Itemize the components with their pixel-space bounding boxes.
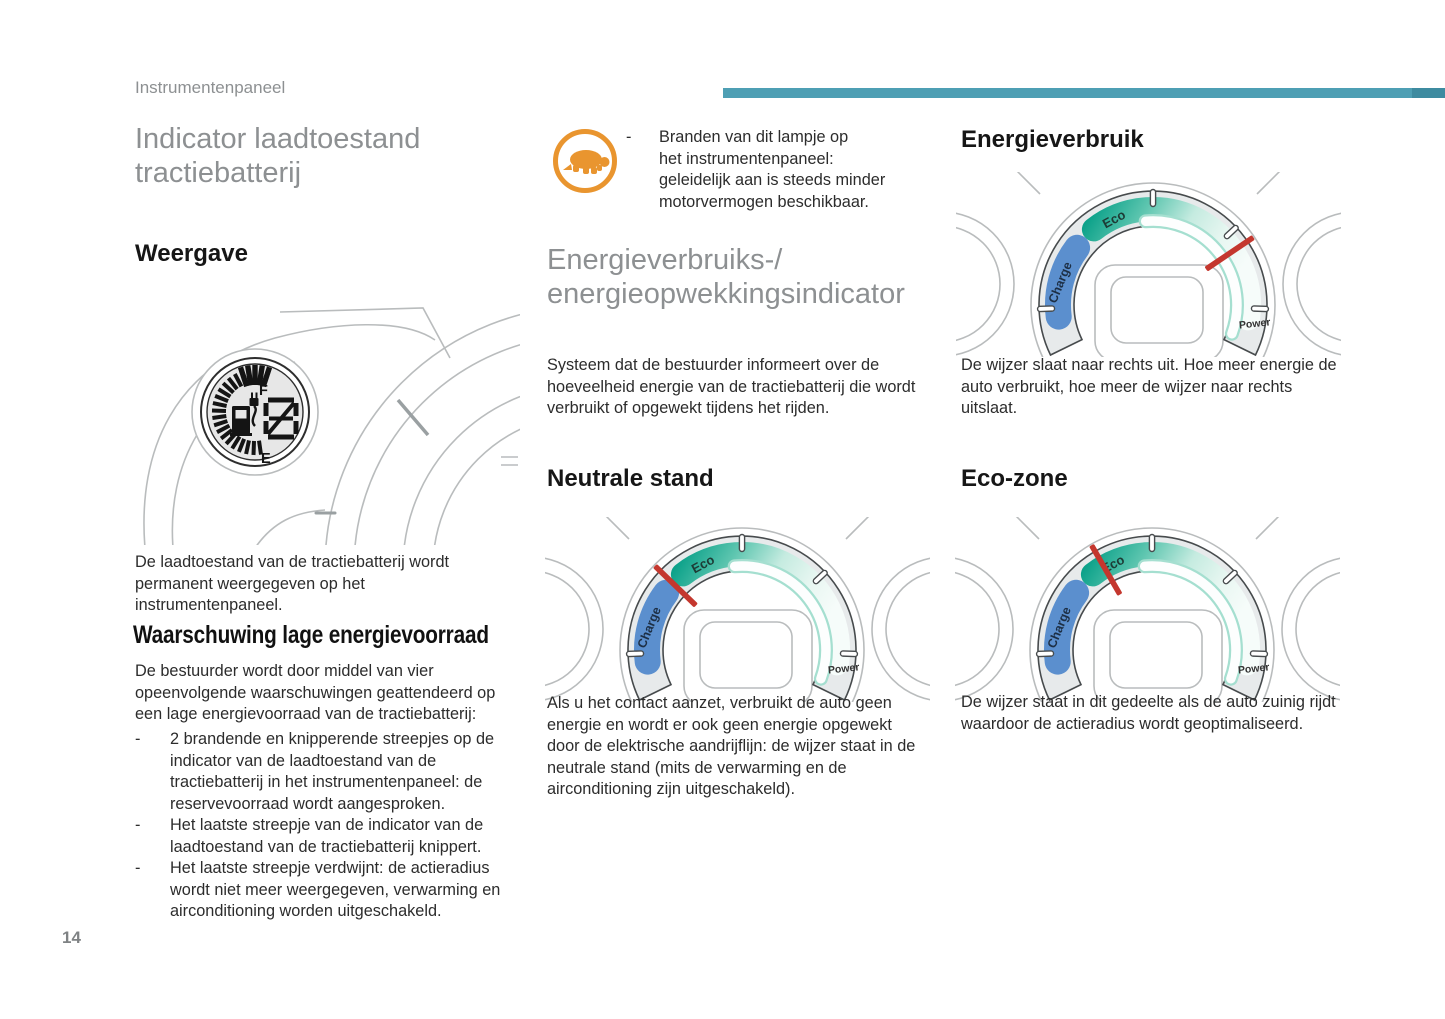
page-header: Instrumentenpaneel	[135, 78, 286, 97]
display-heading: Weergave	[135, 240, 248, 267]
eco-zone-heading: Eco-zone	[961, 465, 1068, 492]
neutral-heading: Neutrale stand	[547, 465, 714, 492]
neutral-gauge-figure	[545, 517, 930, 702]
warning-heading-wrap	[133, 621, 562, 650]
note-line: motorvermogen beschikbaar.	[659, 192, 869, 211]
warning-heading: Waarschuwing lage energievoorraad	[133, 621, 489, 649]
warning-list	[135, 729, 521, 923]
list-item	[135, 729, 521, 815]
note-line: Branden van dit lampje op	[659, 128, 849, 146]
energy-indicator-intro: Systeem dat de bestuurder informeert over de hoeveelheid energie van de tractiebatterij die wordt verbruikt of opgewekt tijdens het rijden.	[547, 356, 916, 417]
display-paragraph: De laadtoestand van de tractiebatterij wordt permanent weergegeven op het instrumentenpaneel.	[135, 553, 450, 614]
page-number: 14	[62, 928, 81, 947]
accent-bar	[723, 88, 1412, 98]
list-item-text: Het laatste streepje verdwijnt: de actieradius wordt niet meer weergegeven, verwarming en airconditioning worden uitgeschakeld.	[170, 859, 501, 920]
turtle-icon	[550, 126, 620, 196]
list-item	[135, 815, 521, 858]
eco-zone-paragraph: De wijzer staat in dit gedeelte als de auto zuinig rijdt waardoor de actieradius wordt geoptimaliseerd.	[961, 693, 1336, 733]
turtle-note	[659, 127, 921, 213]
section-title-energy-indicator	[547, 243, 947, 311]
full-label: F	[259, 383, 268, 399]
list-marker: -	[135, 816, 141, 834]
consumption-heading: Energieverbruik	[961, 126, 1144, 153]
note-line: het instrumentenpaneel:	[659, 149, 834, 168]
instrument-cluster-figure	[135, 300, 520, 545]
section-title-battery-charge: Indicator laadtoestand tractiebatterij	[135, 123, 421, 189]
empty-label: E	[261, 451, 271, 467]
title-line: Energieverbruiks-/	[547, 244, 783, 276]
eco-zone-gauge-figure	[955, 517, 1340, 702]
warning-intro: De bestuurder wordt door middel van vier opeenvolgende waarschuwingen geattendeerd op een lage energievoorraad van de tractiebatterij:	[135, 662, 496, 723]
list-marker: -	[135, 730, 141, 748]
list-item-text: Het laatste streepje van de indicator van de laadtoestand van de tractiebatterij knippert.	[170, 816, 484, 856]
energy-consumption-gauge-figure	[956, 172, 1341, 357]
note-marker: -	[626, 128, 632, 146]
list-marker: -	[135, 859, 141, 877]
title-line: energieopwekkingsindicator	[547, 278, 905, 310]
neutral-paragraph: Als u het contact aanzet, verbruikt de auto geen energie en wordt er ook geen energie opgewekt door de elektrische aandrijflijn: de wijzer staat in de neutrale stand (mits de verwarming en de airconditioning zijn uitgeschakeld).	[547, 694, 916, 798]
consumption-paragraph: De wijzer slaat naar rechts uit. Hoe meer energie de auto verbruikt, hoe meer de wijzer naar rechts uitslaat.	[961, 356, 1337, 417]
list-item-text: 2 brandende en knipperende streepjes op de indicator van de laadtoestand van de tractiebatterij in het instrumentenpaneel: de reservevoorraad wordt aangesproken.	[170, 730, 495, 813]
list-item	[135, 858, 521, 923]
note-line: geleidelijk aan is steeds minder	[659, 171, 886, 189]
accent-bar-end	[1412, 88, 1445, 98]
